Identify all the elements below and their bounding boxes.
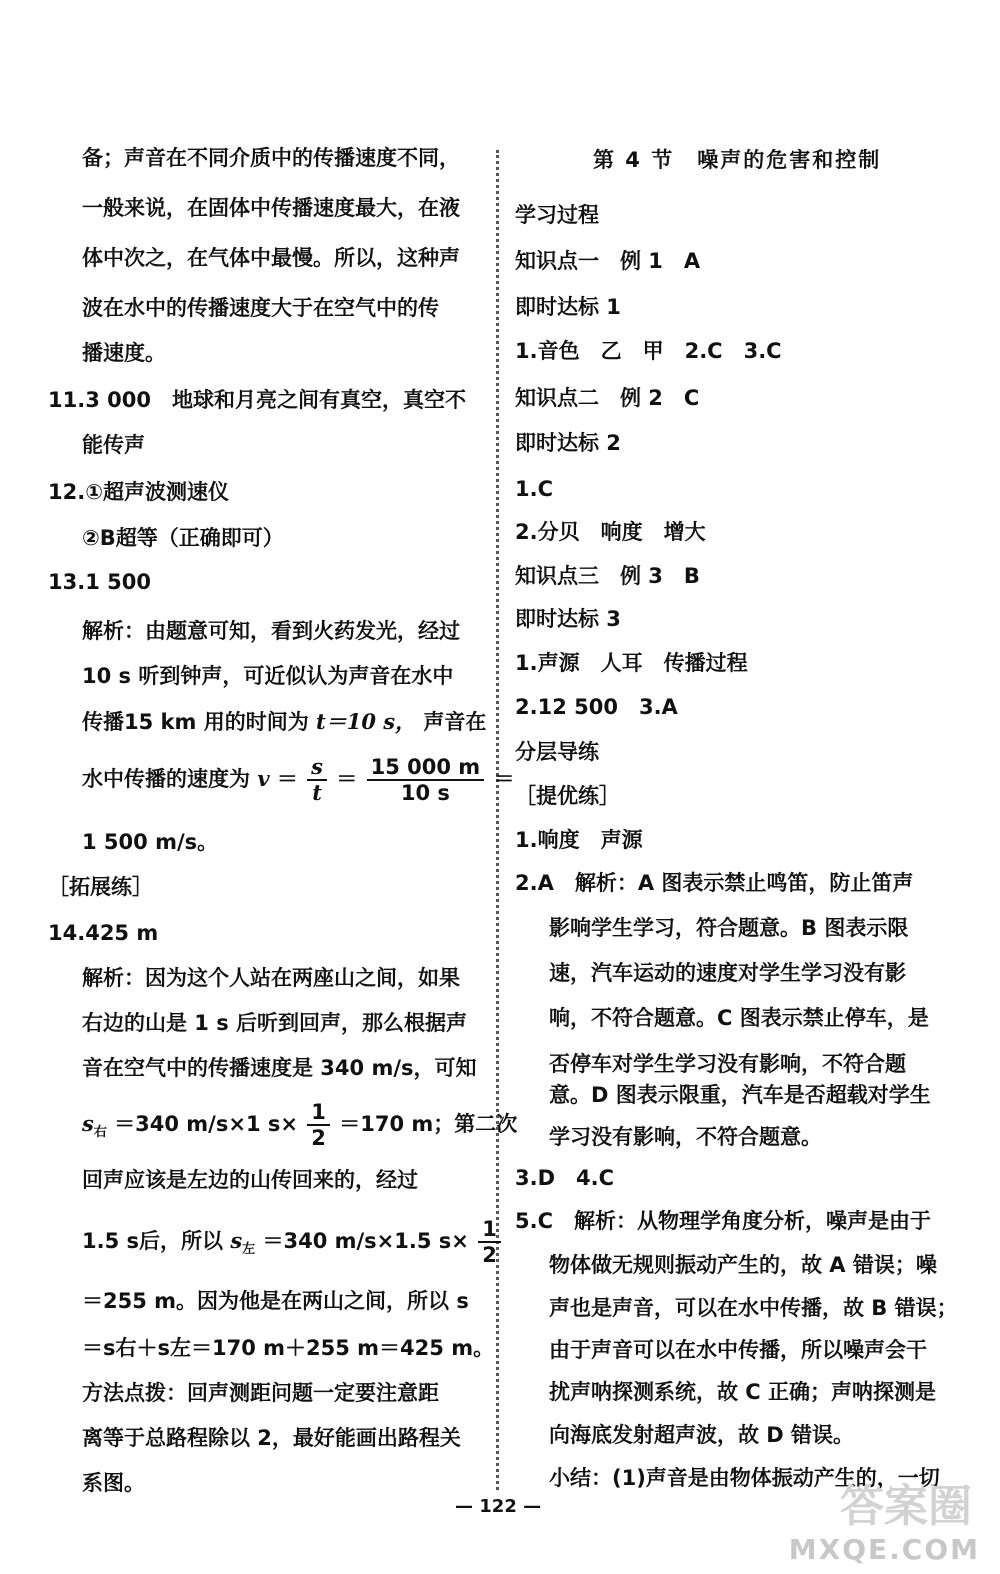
formula-t: t＝10 s， (316, 709, 417, 734)
answer-line: 5.C 解析：从物理学角度分析，噪声是由于 (515, 1209, 931, 1233)
subscript: 左 (242, 1242, 256, 1258)
variable-s: s (230, 1228, 243, 1253)
numerator: 1 (478, 1217, 501, 1243)
analysis-line: 速，汽车运动的速度对学生学习没有影 (549, 961, 906, 985)
numerator: 1 (307, 1100, 330, 1126)
variable-v: v (257, 766, 270, 791)
text-segment: ＝170 m；第二次 (339, 1112, 518, 1136)
analysis-line: 声也是声音，可以在水中传播，故 B 错误； (549, 1296, 958, 1320)
analysis-14-formula (82, 1097, 517, 1160)
analysis-14: 回声应该是左边的山传回来的，经过 (82, 1168, 418, 1192)
numerator: s (307, 755, 327, 781)
analysis-line: 物体做无规则振动产生的，故 A 错误；噪 (549, 1253, 937, 1277)
analysis-line: 向海底发射超声波，故 D 错误。 (549, 1423, 855, 1447)
answer-13: 13.1 500 (48, 570, 151, 594)
variable-s: s (82, 1111, 94, 1136)
analysis-14-formula (82, 1214, 503, 1277)
section-title: 第 4 节 噪声的危害和控制 (593, 148, 882, 172)
answer-line: 3.D 4.C (515, 1166, 615, 1190)
numerator: 15 000 m (367, 755, 485, 781)
analysis-line: 意。D 图表示限重，汽车是否超载对学生 (549, 1083, 931, 1107)
fraction-s-over-t (307, 755, 327, 805)
text-line: 一般来说，在固体中传播速度最大，在液 (82, 196, 460, 220)
analysis-13-result: 1 500 m/s。 (82, 830, 219, 854)
analysis-line: 否停车对学生学习没有影响，不符合题 (549, 1052, 906, 1076)
denominator: 10 s (400, 781, 450, 805)
subheading: 即时达标 3 (515, 607, 621, 631)
answer-line: 2.A 解析：A 图表示禁止鸣笛，防止笛声 (515, 871, 914, 895)
text-segment: 传播15 km 用的时间为 (82, 710, 309, 734)
answer-12-cont: ②B超等（正确即可） (82, 526, 284, 550)
text-segment: 声音在 (423, 710, 487, 734)
answer-line: 2.12 500 3.A (515, 695, 678, 719)
answer-14: 14.425 m (48, 921, 159, 945)
page-number: — 122 — (455, 1496, 542, 1517)
knowledge-point: 知识点三 例 3 B (515, 564, 700, 588)
analysis-13: 解析：由题意可知，看到火药发光，经过 (82, 619, 460, 643)
subheading: 即时达标 1 (515, 295, 621, 319)
fraction-values (367, 755, 485, 805)
subheading: 即时达标 2 (515, 431, 621, 455)
analysis-line: 响，不符合题意。C 图表示禁止停车，是 (549, 1006, 929, 1030)
answer-line: 2.分贝 响度 增大 (515, 520, 706, 544)
answer-line: 1.C (515, 477, 554, 501)
analysis-14: ＝255 m。因为他是在两山之间，所以 s (82, 1289, 469, 1313)
knowledge-point: 知识点一 例 1 A (515, 249, 701, 273)
column-divider (496, 150, 499, 1490)
text-line: 备；声音在不同介质中的传播速度不同， (82, 146, 460, 170)
text-line: 体中次之，在气体中最慢。所以，这种声 (82, 246, 460, 270)
method-tip: 系图。 (82, 1471, 145, 1495)
text-segment: ＝340 m/s×1 s× (114, 1112, 298, 1136)
watermark-url: MXQE.COM (788, 1533, 980, 1566)
analysis-13-formula (82, 752, 514, 806)
subscript: 右 (93, 1125, 107, 1141)
analysis-13: 10 s 听到钟声，可近似认为声音在水中 (82, 664, 454, 688)
section-extension: ［拓展练］ (48, 875, 153, 899)
analysis-13 (82, 707, 486, 737)
answer-line: 1.音色 乙 甲 2.C 3.C (515, 339, 782, 363)
text-line: 播速度。 (82, 341, 166, 365)
answer-line: 1.响度 声源 (515, 828, 643, 852)
fraction-half (307, 1100, 330, 1150)
denominator: 2 (482, 1243, 497, 1267)
fraction-half (478, 1217, 501, 1267)
equals: ＝ (336, 767, 358, 791)
analysis-line: 扰声呐探测系统，故 C 正确；声呐探测是 (549, 1380, 937, 1404)
analysis-14: 右边的山是 1 s 后听到回声，那么根据声 (82, 1011, 468, 1035)
text-segment: 水中传播的速度为 (82, 767, 250, 791)
analysis-line: 学习没有影响，不符合题意。 (549, 1125, 822, 1149)
equals: ＝ (493, 767, 515, 791)
analysis-line: 影响学生学习，符合题意。B 图表示限 (549, 916, 909, 940)
method-tip: 方法点拨：回声测距问题一定要注意距 (82, 1381, 439, 1405)
watermark-logo: 答案圈 (840, 1481, 972, 1532)
denominator: t (312, 780, 322, 805)
knowledge-point: 知识点二 例 2 C (515, 386, 700, 410)
method-tip: 离等于总路程除以 2，最好能画出路程关 (82, 1426, 461, 1450)
answer-11-cont: 能传声 (82, 433, 145, 457)
section-improve: ［提优练］ (515, 784, 620, 808)
analysis-14: 音在空气中的传播速度是 340 m/s，可知 (82, 1056, 477, 1080)
text-segment: ＝340 m/s×1.5 s× (262, 1229, 469, 1253)
analysis-14: ＝s右＋s左＝170 m＋255 m＝425 m。 (82, 1336, 495, 1360)
text-line: 波在水中的传播速度大于在空气中的传 (82, 296, 439, 320)
answer-11: 11.3 000 地球和月亮之间有真空，真空不 (48, 388, 466, 412)
analysis-14: 解析：因为这个人站在两座山之间，如果 (82, 966, 460, 990)
denominator: 2 (311, 1126, 326, 1150)
equals: ＝ (276, 767, 298, 791)
analysis-line: 由于声音可以在水中传播，所以噪声会干 (549, 1338, 927, 1362)
subheading: 学习过程 (515, 203, 599, 227)
answer-line: 1.声源 人耳 传播过程 (515, 651, 748, 675)
text-segment: 1.5 s后，所以 (82, 1229, 224, 1253)
summary-line: 小结：(1)声音是由物体振动产生的，一切 (549, 1466, 940, 1490)
subheading: 分层导练 (515, 740, 599, 764)
answer-12: 12.①超声波测速仪 (48, 480, 229, 504)
